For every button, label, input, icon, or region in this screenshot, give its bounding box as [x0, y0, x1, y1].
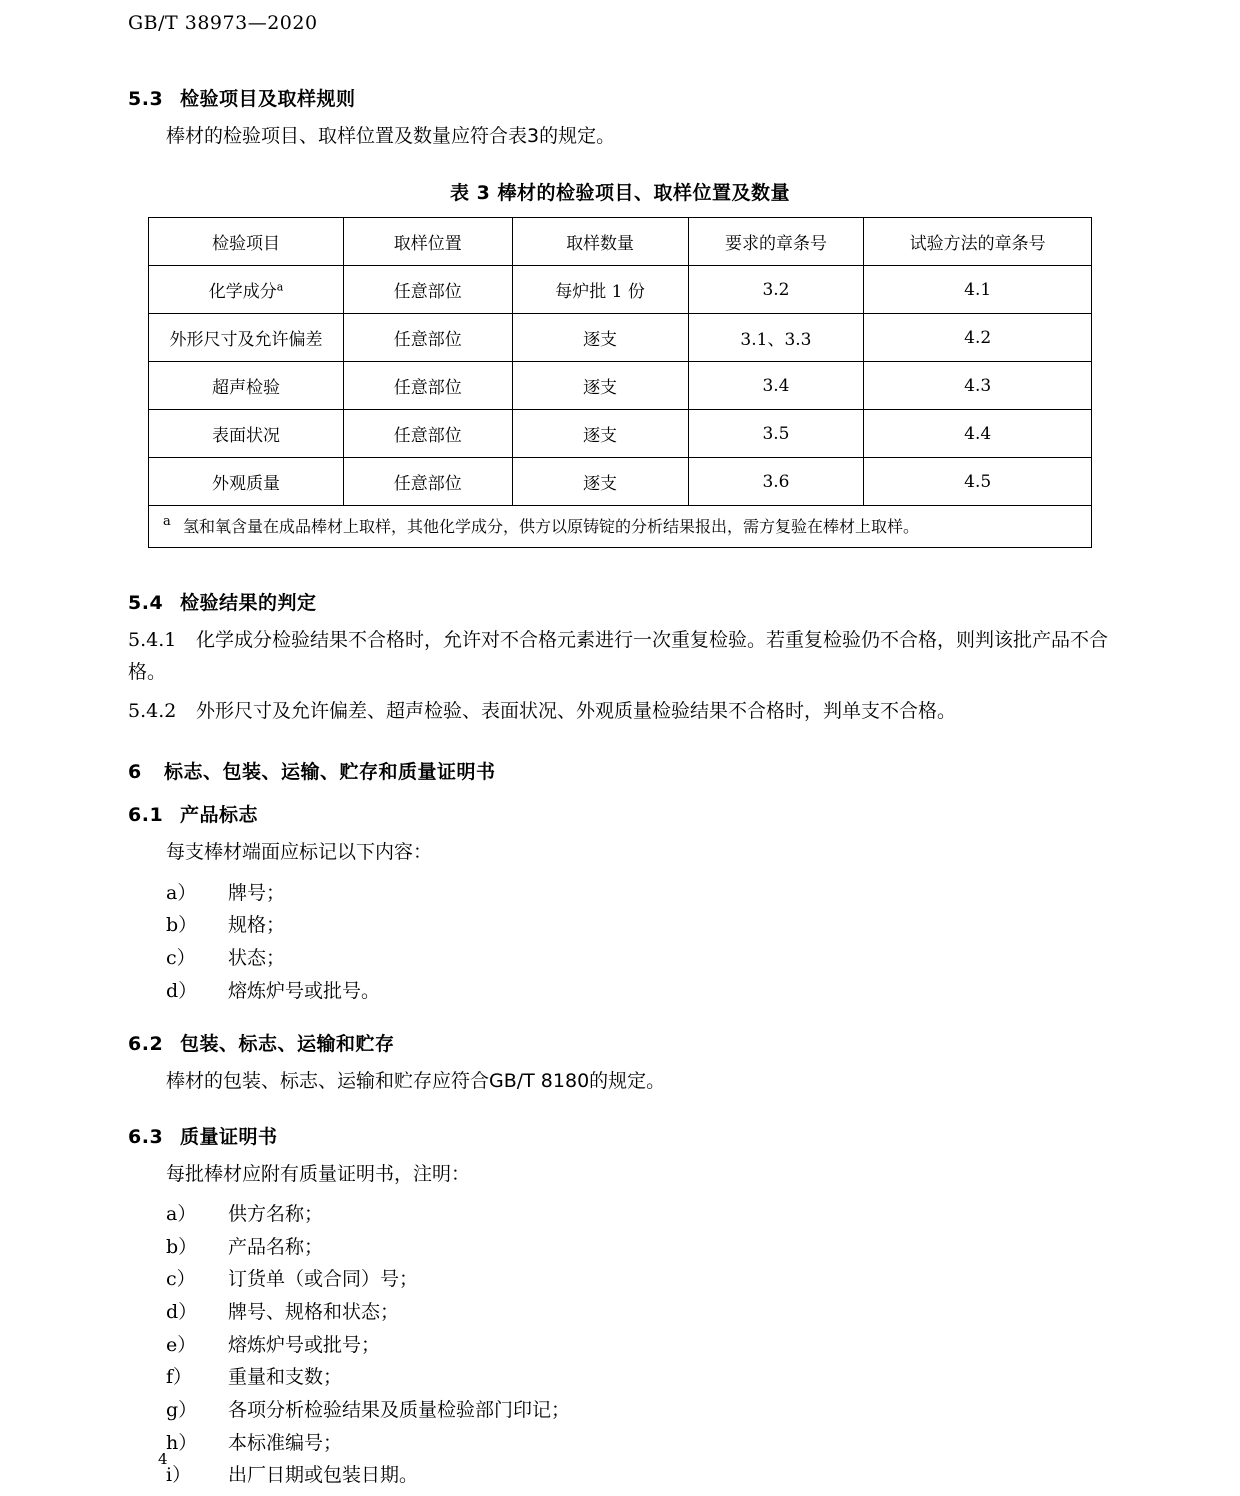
table-cell: 逐支 — [512, 314, 688, 362]
list-item-marker: f） — [166, 1366, 193, 1389]
list-item — [166, 1394, 1112, 1427]
table-cell: 3.6 — [688, 458, 864, 506]
list-item — [166, 1361, 1112, 1394]
list-item-label: 重量和支数； — [228, 1366, 343, 1389]
table-header-cell: 检验项目 — [149, 218, 344, 266]
list-item-label: 牌号、规格和状态； — [228, 1301, 400, 1324]
list-item-marker: c） — [166, 947, 196, 970]
paragraph-5-3: 棒材的检验项目、取样位置及数量应符合表3的规定。 — [166, 125, 616, 147]
paragraph-6-2: 棒材的包装、标志、运输和贮存应符合GB/T 8180的规定。 — [166, 1070, 666, 1093]
table-cell: 表面状况 — [149, 410, 344, 458]
table-cell: 3.1、3.3 — [688, 314, 864, 362]
table-cell: 外形尺寸及允许偏差 — [149, 314, 344, 362]
table-cell: 逐支 — [512, 362, 688, 410]
list-item-marker: b） — [166, 1235, 198, 1258]
table-header-row — [149, 218, 1092, 266]
table-cell: 任意部位 — [343, 362, 512, 410]
list-item-marker: d） — [166, 1301, 198, 1324]
table-header-cell: 试验方法的章条号 — [864, 218, 1092, 266]
table-cell: 4.5 — [864, 458, 1092, 506]
table-row — [149, 314, 1092, 362]
page-header: GB/T 38973—2020 — [128, 12, 318, 34]
table-cell: 逐支 — [512, 458, 688, 506]
list-item — [166, 909, 1112, 942]
paragraph-6-3-lead: 每批棒材应附有质量证明书，注明： — [166, 1162, 471, 1185]
heading-6 — [128, 757, 1112, 784]
paragraph-5-4-2-number: 5.4.2 — [128, 700, 177, 723]
heading-6-3 — [128, 1122, 1112, 1149]
table-footnote-cell — [149, 506, 1092, 548]
list-item — [166, 1329, 1112, 1362]
paragraph-5-4-2 — [128, 696, 1112, 727]
page-content — [128, 70, 1112, 1496]
heading-6-3-title: 质量证明书 — [180, 1125, 278, 1148]
heading-6-1 — [128, 800, 1112, 827]
list-item — [166, 1459, 1112, 1492]
table-cell: 任意部位 — [343, 314, 512, 362]
list-item — [166, 1296, 1112, 1329]
list-item-marker: a） — [166, 1203, 197, 1226]
table-cell: 超声检验 — [149, 362, 344, 410]
heading-6-3-number: 6.3 — [128, 1125, 164, 1148]
list-item-label: 各项分析检验结果及质量检验部门印记； — [228, 1399, 571, 1422]
list-item-label: 熔炼炉号或批号。 — [228, 979, 381, 1002]
list-item — [166, 1263, 1112, 1296]
list-item — [166, 1231, 1112, 1264]
table-cell: 逐支 — [512, 410, 688, 458]
table-header-cell: 取样数量 — [512, 218, 688, 266]
list-item-label: 本标准编号； — [228, 1431, 343, 1454]
list-item — [166, 942, 1112, 975]
table-row — [149, 410, 1092, 458]
heading-6-1-title: 产品标志 — [180, 804, 259, 827]
heading-6-2 — [128, 1029, 1112, 1056]
paragraph-6-1-lead: 每支棒材端面应标记以下内容： — [166, 841, 433, 864]
list-item-marker: i） — [166, 1464, 192, 1487]
list-item-label: 规格； — [228, 914, 286, 937]
heading-6-1-number: 6.1 — [128, 804, 164, 827]
heading-5-3 — [128, 84, 1112, 111]
list-item-label: 产品名称； — [228, 1235, 324, 1258]
footnote-marker: a — [163, 514, 171, 530]
table-3-caption: 表 3 棒材的检验项目、取样位置及数量 — [450, 182, 790, 205]
table-row — [149, 362, 1092, 410]
paragraph-5-4-1 — [128, 625, 1112, 688]
table-header-cell: 要求的章条号 — [688, 218, 864, 266]
list-item-label: 供方名称； — [228, 1203, 324, 1226]
table-cell: 4.4 — [864, 410, 1092, 458]
table-header-cell: 取样位置 — [343, 218, 512, 266]
table-3 — [148, 217, 1092, 548]
table-cell: 4.2 — [864, 314, 1092, 362]
table-cell: 3.5 — [688, 410, 864, 458]
heading-6-title: 标志、包装、运输、贮存和质量证明书 — [164, 761, 496, 784]
list-item-label: 订货单（或合同）号； — [228, 1268, 419, 1291]
list-6-1 — [128, 877, 1112, 1008]
table-cell: 每炉批 1 份 — [512, 266, 688, 314]
list-item — [166, 877, 1112, 910]
heading-5-4-number: 5.4 — [128, 592, 164, 615]
table-cell: 4.1 — [864, 266, 1092, 314]
list-item-marker: b） — [166, 914, 198, 937]
heading-5-3-title: 检验项目及取样规则 — [180, 88, 356, 110]
paragraph-5-4-1-text: 化学成分检验结果不合格时，允许对不合格元素进行一次重复检验。若重复检验仍不合格，则判该批产品不合格。 — [128, 629, 1109, 683]
table-cell-text: 化学成分 — [208, 282, 277, 303]
table-cell: 4.3 — [864, 362, 1092, 410]
table-cell — [149, 266, 344, 314]
heading-6-number: 6 — [128, 761, 142, 784]
page-number: 4 — [158, 1450, 168, 1468]
list-item-marker: c） — [166, 1268, 196, 1291]
list-item-marker: d） — [166, 979, 198, 1002]
list-item — [166, 975, 1112, 1008]
heading-6-2-title: 包装、标志、运输和贮存 — [180, 1033, 395, 1056]
paragraph-5-4-2-text: 外形尺寸及允许偏差、超声检验、表面状况、外观质量检验结果不合格时，判单支不合格。 — [196, 700, 957, 723]
list-item-marker: e） — [166, 1333, 197, 1356]
table-cell: 外观质量 — [149, 458, 344, 506]
list-item-marker: a） — [166, 881, 197, 904]
list-item-marker: g） — [166, 1399, 198, 1422]
heading-5-4-title: 检验结果的判定 — [180, 592, 317, 615]
table-footnote-row — [149, 506, 1092, 548]
table-row — [149, 266, 1092, 314]
list-item — [166, 1198, 1112, 1231]
heading-6-2-number: 6.2 — [128, 1033, 164, 1056]
table-cell: 3.2 — [688, 266, 864, 314]
list-item-label: 出厂日期或包装日期。 — [228, 1464, 419, 1487]
paragraph-5-4-1-number: 5.4.1 — [128, 629, 177, 652]
footnote-text: 氢和氧含量在成品棒材上取样，其他化学成分，供方以原铸锭的分析结果报出，需方复验在棒材上取样。 — [183, 517, 920, 537]
heading-5-4 — [128, 588, 1112, 615]
list-item-label: 牌号； — [228, 881, 286, 904]
list-item — [166, 1427, 1112, 1460]
list-item-marker: h） — [166, 1431, 198, 1454]
table-cell: 任意部位 — [343, 266, 512, 314]
table-cell: 3.4 — [688, 362, 864, 410]
list-6-3 — [128, 1198, 1112, 1492]
footnote-marker: a — [276, 280, 284, 294]
table-cell: 任意部位 — [343, 410, 512, 458]
table-cell: 任意部位 — [343, 458, 512, 506]
list-item-label: 熔炼炉号或批号； — [228, 1333, 381, 1356]
list-item-label: 状态； — [228, 947, 286, 970]
table-row — [149, 458, 1092, 506]
heading-5-3-number: 5.3 — [128, 88, 164, 110]
